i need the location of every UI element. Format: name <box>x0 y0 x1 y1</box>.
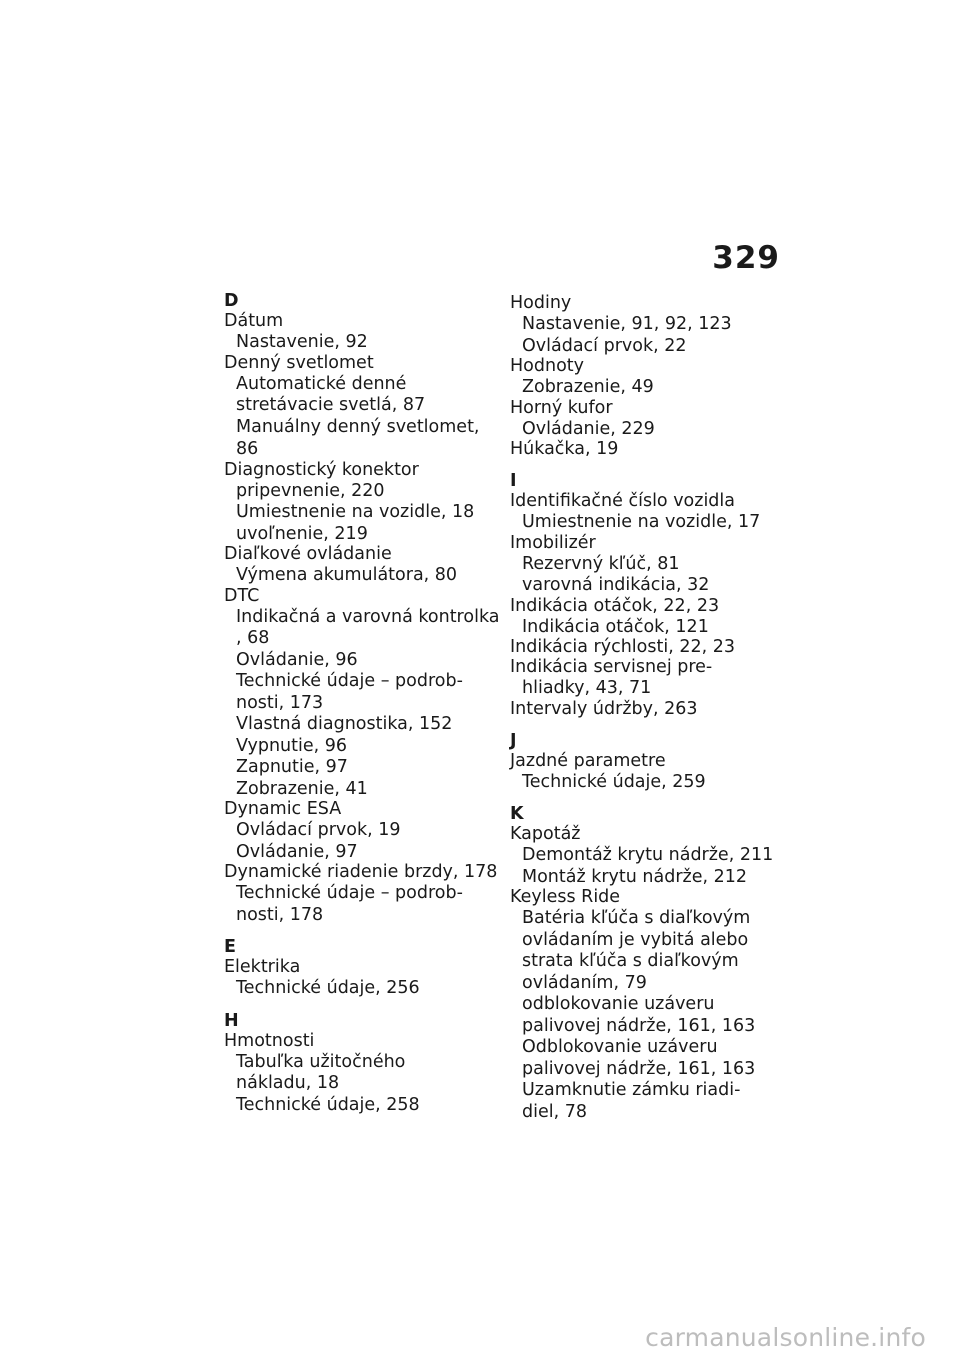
index-subentry: Zapnutie, 97 <box>236 757 348 777</box>
index-subentry: stretávacie svetlá, 87 <box>236 395 426 415</box>
index-entry: Kapotáž <box>510 824 581 844</box>
index-subentry: Uzamknutie zámku riadi- <box>522 1080 741 1100</box>
index-subentry: diel, 78 <box>522 1101 587 1122</box>
index-subentry: nosti, 173 <box>236 692 324 713</box>
index-entry: Indikácia otáčok, 22, 23 <box>510 595 720 616</box>
index-subentry: uvoľnenie, 219 <box>236 523 368 544</box>
index-subentry: Ovládanie, 97 <box>236 841 358 862</box>
index-letter-i: I <box>510 471 517 491</box>
index-entry: Dynamické riadenie brzdy, 178 <box>224 862 498 882</box>
index-subentry: Automatické denné <box>236 373 407 394</box>
index-subentries <box>224 882 504 926</box>
index-subentry: Umiestnenie na vozidle, 17 <box>522 512 761 532</box>
index-subentry: Rezervný kľúč, 81 <box>522 553 680 574</box>
index-subentries <box>510 313 790 357</box>
index-subentries <box>510 511 790 534</box>
index-subentries <box>510 771 790 794</box>
index-subentry: ovládaním, 79 <box>522 972 647 993</box>
index-subentry: , 68 <box>236 628 270 648</box>
index-subentry: Demontáž krytu nádrže, 211 <box>522 845 774 865</box>
index-subentry: palivovej nádrže, 161, 163 <box>522 1058 756 1079</box>
index-subentries <box>510 907 790 1123</box>
index-entry: Intervaly údržby, 263 <box>510 698 698 719</box>
index-letter-d: D <box>224 291 239 311</box>
index-letter-j: J <box>510 730 517 751</box>
index-subentry: nosti, 178 <box>236 904 324 925</box>
index-subentry: pripevnenie, 220 <box>236 480 385 501</box>
footer-watermark: carmanualsonline.info <box>645 1323 926 1352</box>
index-column-left <box>224 292 504 1115</box>
index-subentries <box>510 616 790 639</box>
index-subentry: Tabuľka užitočného <box>236 1051 406 1072</box>
index-column-right <box>510 293 790 1122</box>
index-subentry: Montáž krytu nádrže, 212 <box>522 866 748 887</box>
index-entry: Imobilizér <box>510 532 596 553</box>
index-subentry: Vlastná diagnostika, 152 <box>236 714 453 734</box>
index-subentry: Ovládací prvok, 22 <box>522 335 687 356</box>
index-entry: Hmotnosti <box>224 1030 315 1051</box>
index-subentries <box>510 376 790 399</box>
index-subentry: Nastavenie, 92 <box>236 332 368 352</box>
index-subentry: Zobrazenie, 49 <box>522 377 654 397</box>
index-subentries <box>510 553 790 597</box>
index-subentry: Technické údaje – podrob- <box>236 883 463 903</box>
index-entry: Identifikačné číslo vozidla <box>510 491 736 511</box>
index-subentry: Indikačná a varovná kontrolka <box>236 606 500 627</box>
index-subentry: Zobrazenie, 41 <box>236 778 368 799</box>
index-subentry: Výmena akumulátora, 80 <box>236 565 458 585</box>
index-entry: Indikácia servisnej pre- <box>510 657 713 677</box>
index-subentries <box>224 1051 504 1117</box>
index-subentries <box>224 373 504 461</box>
index-entry: Hodiny <box>510 293 572 313</box>
index-entry: Indikácia rýchlosti, 22, 23 <box>510 637 736 657</box>
index-subentry: Vypnutie, 96 <box>236 735 348 756</box>
page-number: 329 <box>712 240 780 276</box>
index-subentry: Odblokovanie uzáveru <box>522 1037 718 1057</box>
index-subentries <box>224 977 504 1000</box>
index-entry: Diaľkové ovládanie <box>224 544 392 564</box>
index-entry: Húkačka, 19 <box>510 439 619 459</box>
index-subentry: strata kľúča s diaľkovým <box>522 951 739 971</box>
index-subentry: palivovej nádrže, 161, 163 <box>522 1015 756 1036</box>
index-entry: Keyless Ride <box>510 887 621 907</box>
index-subentry: Manuálny denný svetlomet, 86 <box>236 416 480 459</box>
index-subentries <box>224 819 504 863</box>
index-entry: Dátum <box>224 311 284 331</box>
index-subentry: ovládaním je vybitá alebo <box>522 929 749 950</box>
index-subentry: Technické údaje, 256 <box>236 978 420 998</box>
index-entry: Denný svetlomet <box>224 352 374 373</box>
index-subentry: varovná indikácia, 32 <box>522 575 710 595</box>
index-entry: Hodnoty <box>510 356 584 376</box>
index-subentries <box>224 564 504 587</box>
index-entry: Jazdné parametre <box>510 750 666 771</box>
index-subentry: Batéria kľúča s diaľkovým <box>522 908 751 928</box>
index-entry: Diagnostický konektor <box>224 459 419 480</box>
index-letter-h: H <box>224 1010 239 1031</box>
index-subentries <box>224 606 504 801</box>
index-letter-k: K <box>510 804 524 824</box>
index-subentries <box>510 677 790 700</box>
index-entry: Dynamic ESA <box>224 799 342 819</box>
index-subentries <box>224 480 504 546</box>
index-letter-e: E <box>224 937 236 957</box>
index-entry: Horný kufor <box>510 397 613 418</box>
index-subentry: Ovládací prvok, 19 <box>236 820 401 840</box>
index-subentry: Nastavenie, 91, 92, 123 <box>522 314 732 334</box>
index-subentry: Ovládanie, 229 <box>522 418 655 439</box>
index-subentry: Technické údaje – podrob- <box>236 671 463 691</box>
index-subentry: Ovládanie, 96 <box>236 649 358 670</box>
index-subentries <box>510 844 790 888</box>
index-subentry: Technické údaje, 259 <box>522 771 706 792</box>
index-entry: Elektrika <box>224 957 301 977</box>
index-entry: DTC <box>224 585 260 606</box>
index-subentry: odblokovanie uzáveru <box>522 994 715 1014</box>
index-subentry: hliadky, 43, 71 <box>522 678 652 698</box>
index-subentry: Indikácia otáčok, 121 <box>522 616 709 637</box>
index-subentry: Umiestnenie na vozidle, 18 <box>236 502 475 522</box>
index-subentry: nákladu, 18 <box>236 1073 340 1093</box>
index-subentries <box>224 331 504 354</box>
index-subentry: Technické údaje, 258 <box>236 1094 420 1115</box>
index-subentries <box>510 418 790 441</box>
